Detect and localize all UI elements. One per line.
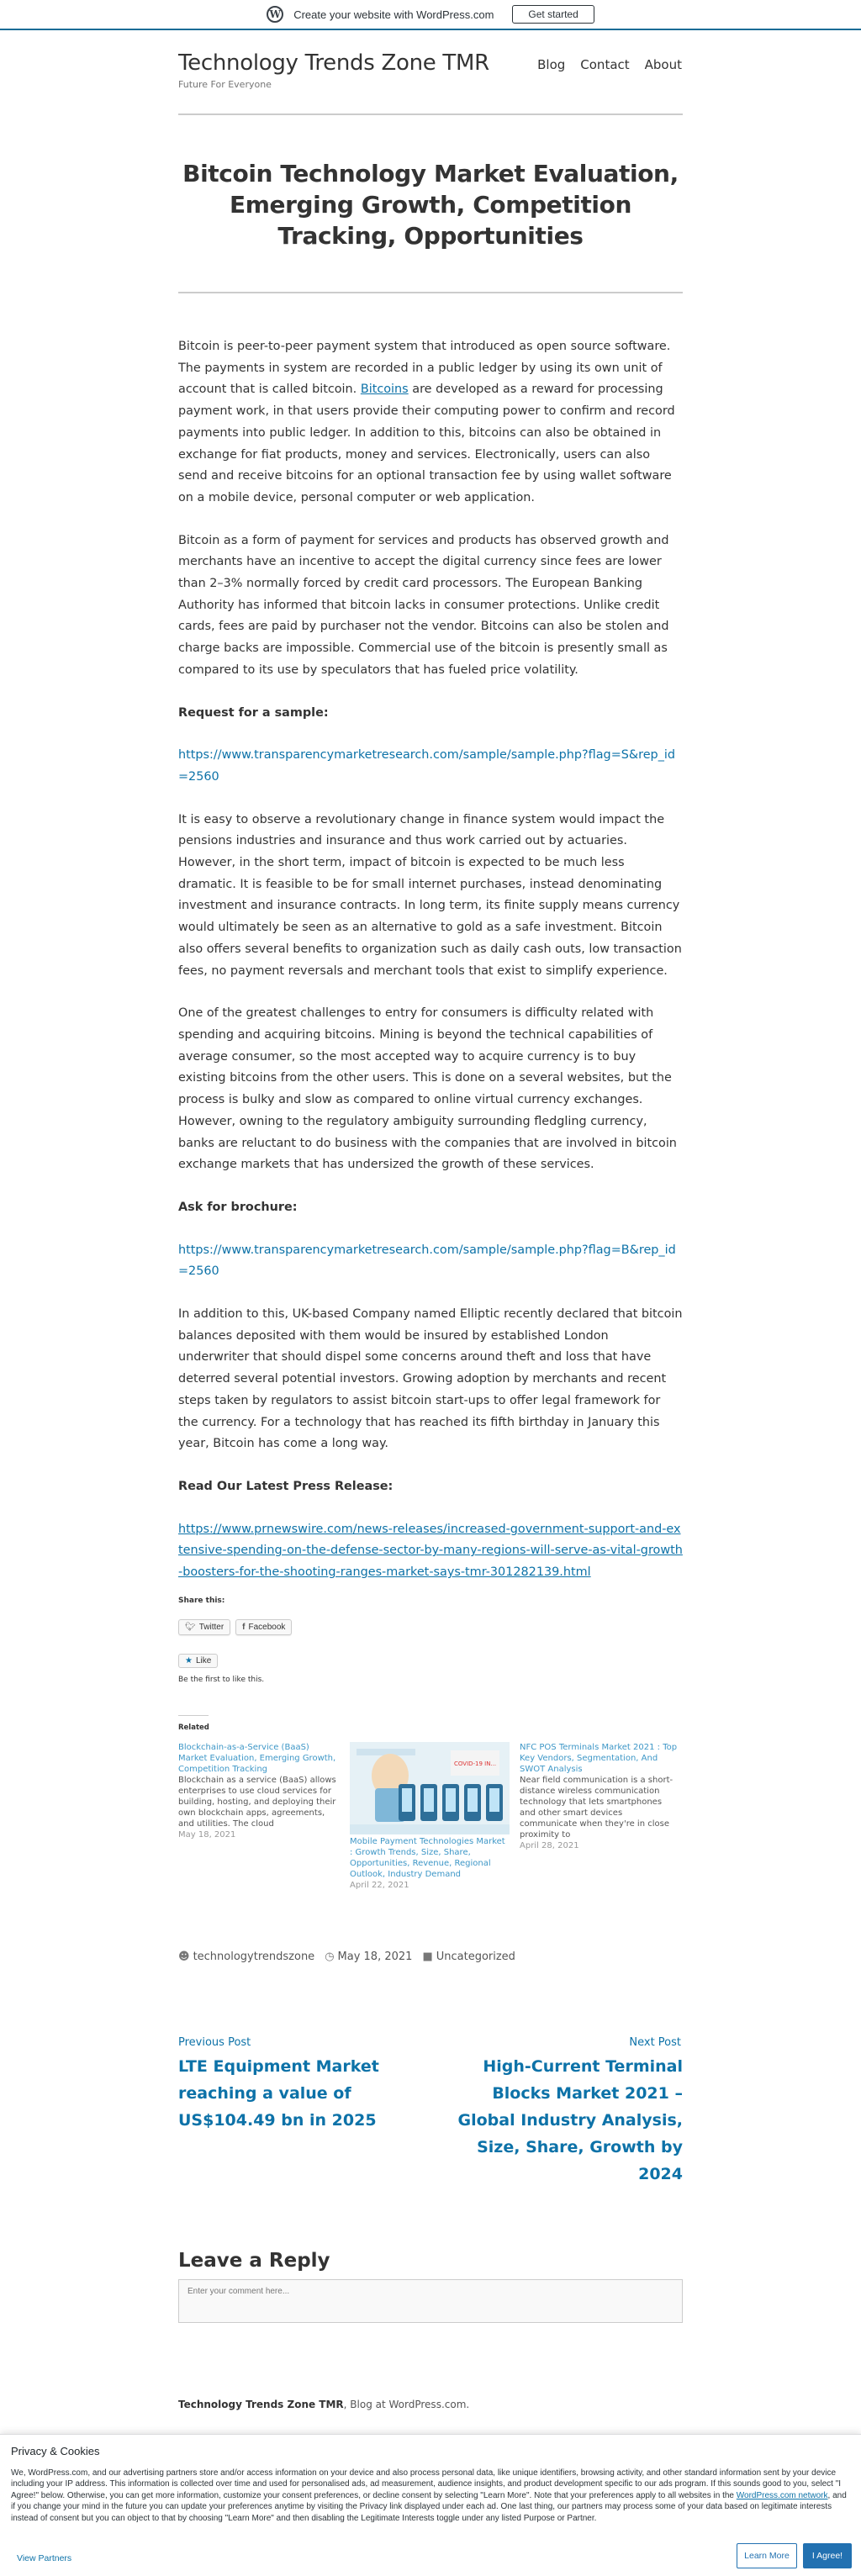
- related-post-date: April 22, 2021: [350, 1881, 409, 1890]
- share-title: Share this:: [178, 1597, 225, 1605]
- related-post-title[interactable]: Mobile Payment Technologies Market : Growth Trends, Size, Share, Opportunities, Revenue, Regional Outlook, Industry Demand: [350, 1837, 505, 1879]
- get-started-button[interactable]: Get started: [512, 5, 594, 24]
- facebook-icon: f: [242, 1623, 246, 1632]
- share-twitter-button[interactable]: 🐦︎ Twitter: [178, 1619, 230, 1635]
- related-post-excerpt: Near field communication is a short-distance wireless communication technology that lets smartphones and other smart devices communicate when they're in close proximity to: [520, 1776, 673, 1840]
- comment-input[interactable]: Enter your comment here...: [178, 2279, 683, 2323]
- related-post-title[interactable]: NFC POS Terminals Market 2021 : Top Key Vendors, Segmentation, And SWOT Analysis: [520, 1743, 678, 1774]
- thumbnail-caption: COVID-19 IN...: [454, 1760, 497, 1767]
- bitcoins-link[interactable]: Bitcoins: [360, 383, 409, 397]
- related-divider: [178, 1715, 209, 1716]
- next-post-label: Next Post: [629, 2036, 681, 2049]
- related-post-date: April 28, 2021: [520, 1841, 579, 1850]
- paragraph-1: Bitcoin is peer-to-peer payment system that introduced as open source software. The payments in system are recorded in a public ledger by using its own unit of account that is called bitcoin. Bitcoins are developed as a reward for processing payment work, in that users provide their computing power to confirm and record payments into public ledger. In addition to this, bitcoins can also be obtained in exchange for fiat products, money and services. Electronically, users can also send and receive bitcoins for an optional transaction fee by using wallet software on a mobile device, personal computer or web application.: [178, 340, 675, 504]
- post-category[interactable]: ■ Uncategorized: [422, 1950, 515, 1963]
- like-note: Be the first to like this.: [178, 1676, 265, 1684]
- cookie-banner: [0, 2434, 861, 2576]
- twitter-icon: 🐦︎: [185, 1623, 196, 1632]
- press-release-link[interactable]: https://www.prnewswire.com/news-releases/increased-government-support-and-extensive-spending-on-the-defense-sector-by-many-regions-will-serve-as-vital-growth-boosters-for-the-shooting-ranges-market-says-tmr-301282139.html: [178, 1522, 683, 1580]
- brochure-label: Ask for brochure:: [178, 1200, 298, 1214]
- main-nav: [537, 57, 682, 72]
- wordpress-banner-text: Create your website with WordPress.com: [293, 8, 494, 21]
- cookie-text: We, WordPress.com, and our advertising partners store and/or access information on your device and also process personal data, like unique identifiers, browsing activity, and other standard information sent by your device including your IP address. This information is collected over time and used for personalised ads, ad measurement, audience insights, and product development specific to our ads program. If this sounds good to you, select "I Agree!" below. Otherwise, you can get more information, customize your consent preferences, or decline consent by selecting "Learn More". Note that your preferences apply to all websites in the WordPress.com network, and if you change your mind in the future you can update your preferences anytime by visiting the Privacy link displayed under each ad. One last thing, our partners may process some of your data based on legitimate interests instead of consent but you can object to that by choosing "Learn More" and then disabling the Legitimate Interests toggle under any listed Purpose or Partner.: [11, 2468, 847, 2523]
- folder-icon: ■: [422, 1950, 433, 1963]
- site-title[interactable]: Technology Trends Zone TMR: [178, 50, 489, 76]
- previous-post-label: Previous Post: [178, 2036, 251, 2049]
- mobile-payment-illustration-icon: [350, 1742, 510, 1834]
- press-label: Read Our Latest Press Release:: [178, 1479, 394, 1493]
- paragraph-3: It is easy to observe a revolutionary change in finance system would impact the pensions industries and insurance and thus work carried out by actuaries. However, in the short term, impact of bitcoin is expected to be much less dramatic. It is feasible to be for small internet purchases, instead denominating investment and insurance contracts. In long term, its finite supply means currency would ultimately be seen as an alternative to gold as a safe investment. Bitcoin also offers several benefits to organization such as daily cash outs, low transaction fees, no payment reversals and merchant tools that exist to simplify experience.: [178, 812, 682, 978]
- related-post-3: [520, 1742, 679, 1851]
- post-date[interactable]: ◷ May 18, 2021: [325, 1950, 413, 1963]
- wordpress-network-link[interactable]: WordPress.com network: [736, 2490, 828, 2500]
- previous-post-link[interactable]: LTE Equipment Market reaching a value of US$104.49 bn in 2025: [178, 2057, 379, 2130]
- reply-title: Leave a Reply: [178, 2250, 330, 2272]
- post-meta: [178, 1950, 515, 1963]
- cookie-title: Privacy & Cookies: [11, 2445, 100, 2457]
- star-icon: ★: [185, 1656, 193, 1665]
- related-post-1: [178, 1742, 338, 1840]
- like-button[interactable]: ★ Like: [178, 1654, 218, 1668]
- related-post-excerpt: Blockchain as a service (BaaS) allows enterprises to use cloud services for building, hosting, and deploying their own blockchain apps, agreements, and utilities. The cloud: [178, 1776, 336, 1829]
- related-post-thumbnail[interactable]: [350, 1742, 510, 1834]
- user-icon: ☻: [178, 1950, 190, 1963]
- related-post-2: [350, 1742, 510, 1891]
- sample-label: Request for a sample:: [178, 705, 329, 720]
- share-buttons: [178, 1619, 292, 1635]
- post-content: [178, 336, 683, 1605]
- paragraph-5: In addition to this, UK-based Company named Elliptic recently declared that bitcoin balances deposited with them would be insured by established London underwriter that should dispel some concerns around theft and loss that have deterred several potential investors. Growing adoption by merchants and recent steps taken by regulators to assist bitcoin start-ups to offer legal framework for the currency. For a technology that has reached its fifth birthday in January this year, Bitcoin has come a long way.: [178, 1307, 683, 1451]
- view-partners-link[interactable]: View Partners: [17, 2553, 72, 2563]
- share-facebook-button[interactable]: f Facebook: [235, 1619, 292, 1635]
- wordpress-logo-icon: W: [267, 6, 283, 23]
- next-post-link[interactable]: High-Current Terminal Blocks Market 2021 – Global Industry Analysis, Size, Share, Growth by 2024: [457, 2057, 683, 2183]
- wordpress-banner: [0, 0, 861, 30]
- site-footer: Technology Trends Zone TMR, Blog at WordPress.com.: [178, 2399, 470, 2410]
- related-post-date: May 18, 2021: [178, 1830, 236, 1840]
- paragraph-2: Bitcoin as a form of payment for services and products has observed growth and merchants have an incentive to accept the digital currency since fees are lower than 2–3% normally forced by credit card processors. The European Banking Authority has informed that bitcoin lacks in consumer protections. Unlike credit cards, fees are paid by purchaser not the vendor. Bitcoins can also be stolen and charge backs are impossible. Commercial use of the bitcoin is presently small as compared to its use by speculators that has fueled price volatility.: [178, 533, 669, 677]
- title-divider: [178, 292, 683, 293]
- post-author[interactable]: ☻ technologytrendszone: [178, 1950, 315, 1963]
- related-post-title[interactable]: Blockchain-as-a-Service (BaaS) Market Evaluation, Emerging Growth, Competition Tracking: [178, 1743, 336, 1774]
- nav-blog[interactable]: Blog: [537, 57, 566, 72]
- agree-button[interactable]: I Agree!: [803, 2543, 852, 2568]
- related-title: Related: [178, 1723, 209, 1732]
- post-title: Bitcoin Technology Market Evaluation, Emerging Growth, Competition Tracking, Opportunities: [182, 160, 679, 250]
- learn-more-button[interactable]: Learn More: [737, 2543, 797, 2568]
- paragraph-4: One of the greatest challenges to entry for consumers is difficulty related with spending and acquiring bitcoins. Mining is beyond the technical capabilities of average consumer, so the most accepted way to acquire currency is to buy existing bitcoins from the other users. This is done on a several websites, but the process is bulky and slow as compared to online virtual currency exchanges. However, owning to the regulatory ambiguity surrounding fledgling currency, banks are reluctant to do business with the companies that are involved in bitcoin exchange markets that has undersized the growth of these services.: [178, 1006, 677, 1172]
- brochure-link[interactable]: https://www.transparencymarketresearch.com/sample/sample.php?flag=B&rep_id=2560: [178, 1243, 676, 1279]
- site-description: Future For Everyone: [178, 79, 272, 90]
- sample-link[interactable]: https://www.transparencymarketresearch.com/sample/sample.php?flag=S&rep_id=2560: [178, 748, 676, 784]
- clock-icon: ◷: [325, 1950, 335, 1963]
- footer-site-link[interactable]: Technology Trends Zone TMR: [178, 2399, 344, 2410]
- nav-contact[interactable]: Contact: [580, 57, 630, 72]
- header-divider: [178, 113, 683, 115]
- nav-about[interactable]: About: [644, 57, 682, 72]
